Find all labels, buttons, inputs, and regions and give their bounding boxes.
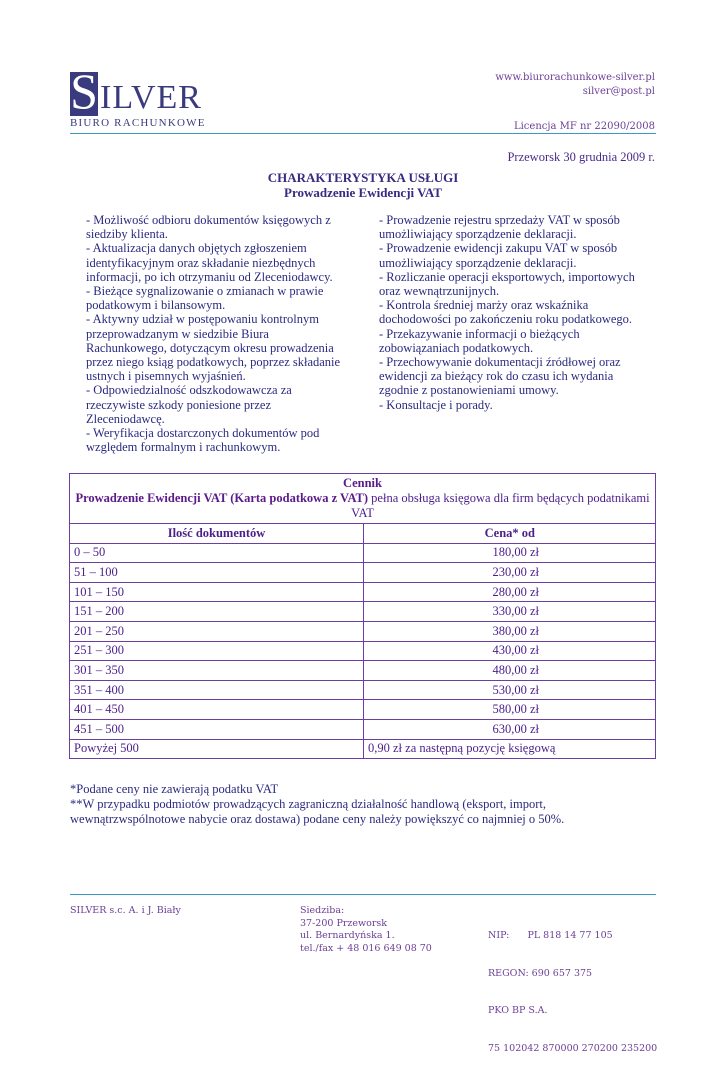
left-line: siedziby klienta. [86, 227, 168, 242]
table-row [70, 641, 656, 661]
footer-divider [70, 894, 656, 895]
price-value: 430,00 zł [364, 641, 656, 661]
document-date: Przeworsk 30 grudnia 2009 r. [507, 150, 655, 164]
left-line: - Aktywny udział w postępowaniu kontrolnym [86, 312, 319, 327]
left-line: rzeczywiste szkody poniesione przez [86, 397, 271, 412]
table-row [70, 739, 656, 759]
pricelist-subtitle-bold: Prowadzenie Ewidencji VAT (Karta podatkowa z VAT) [75, 491, 369, 505]
price-value: 230,00 zł [364, 563, 656, 583]
table-row [70, 602, 656, 622]
pricelist-header-row [70, 524, 656, 544]
document-range: 451 – 500 [70, 719, 364, 739]
table-row [70, 543, 656, 563]
right-line: - Rozliczanie operacji eksportowych, importowych [379, 269, 635, 284]
left-line: - Odpowiedzialność odszkodowawcza za [86, 383, 292, 398]
footer-seat-label: Siedziba: [300, 905, 345, 916]
price-value: 0,90 zł za następną pozycję księgową [364, 739, 656, 759]
right-line: - Prowadzenie ewidencji zakupu VAT w sposób [379, 241, 618, 256]
header-divider [70, 133, 656, 134]
table-row [70, 700, 656, 720]
document-range: 401 – 450 [70, 700, 364, 720]
right-line: oraz wewnątrzunijnych. [379, 284, 500, 299]
price-value: 580,00 zł [364, 700, 656, 720]
footer-company: SILVER s.c. A. i J. Biały [70, 905, 181, 916]
left-line: informacji, po ich otrzymaniu od Zleceniodawcy. [86, 269, 333, 284]
left-line: przez niego ksiąg podatkowych, poprzez składanie [86, 355, 341, 370]
footer-account: 75 102042 870000 270200 235200 [488, 1042, 658, 1054]
logo-wordmark: ILVER [100, 79, 202, 116]
left-line: ustnych i pisemnych wyjaśnień. [86, 369, 246, 384]
right-line: umożliwiający sporządzenie deklaracji. [379, 227, 577, 242]
table-row [70, 621, 656, 641]
document-range: 101 – 150 [70, 582, 364, 602]
document-range: 251 – 300 [70, 641, 364, 661]
footer-street: ul. Bernardyńska 1. [300, 930, 395, 941]
price-value: 630,00 zł [364, 719, 656, 739]
footer-phone: tel./fax + 48 016 649 08 70 [300, 942, 432, 954]
right-column [379, 213, 669, 412]
document-range: 51 – 100 [70, 563, 364, 583]
right-line: zgodnie z postanowieniami umowy. [379, 383, 559, 398]
price-value: 530,00 zł [364, 680, 656, 700]
right-line: dochodowości po zakończeniu roku podatkowego. [379, 312, 633, 327]
footnote-foreign: **W przypadku podmiotów prowadzących zagraniczną działalność handlową (eksport, import, wewnątrzwspólnotowe nabycie oraz dostawa) podane ceny należy powiększyć co najmniej o 50%. [70, 797, 565, 826]
right-line: - Konsultacje i porady. [379, 397, 493, 412]
table-row [70, 719, 656, 739]
price-value: 480,00 zł [364, 661, 656, 681]
footer-bank: PKO BP S.A. [488, 1005, 548, 1016]
table-row [70, 661, 656, 681]
right-line: - Kontrola średniej marży oraz wskaźnika [379, 298, 589, 313]
license-number: Licencja MF nr 22090/2008 [513, 121, 655, 132]
left-line: - Możliwość odbioru dokumentów księgowych z [86, 213, 331, 227]
footer-address [300, 905, 432, 955]
table-row [70, 680, 656, 700]
document-subtitle: Prowadzenie Ewidencji VAT [284, 185, 442, 200]
pricelist-table [69, 473, 656, 759]
right-line: ewidencji za bieżący rok do czasu ich wydania [379, 369, 614, 384]
logo-subtitle: BIURO RACHUNKOWE [70, 117, 206, 129]
pricelist-caption: Cennik [343, 476, 382, 490]
left-line: względem formalnym i rachunkowym. [86, 440, 281, 455]
table-row [70, 563, 656, 583]
left-line: identyfikacyjnym oraz składanie niezbędnych [86, 255, 316, 270]
price-value: 330,00 zł [364, 602, 656, 622]
document-range: 301 – 350 [70, 661, 364, 681]
document-range: 0 – 50 [70, 543, 364, 563]
right-line: zobowiązaniach podatkowych. [379, 340, 534, 355]
logo-initial: S [70, 63, 98, 119]
pricelist-subtitle-rest: pełna obsługa księgowa dla firm będących podatnikami VAT [351, 491, 650, 520]
left-line: Rachunkowego, dotyczącym okresu prowadzenia [86, 340, 334, 355]
left-line: podatkowym i bilansowym. [86, 298, 226, 313]
price-value: 180,00 zł [364, 543, 656, 563]
table-row [70, 582, 656, 602]
footer-company-ids [488, 905, 657, 1068]
left-line: przeprowadzanym w siedzibie Biura [86, 326, 269, 341]
pricelist-subtitle [74, 491, 651, 521]
right-line: - Prowadzenie rejestru sprzedaży VAT w sposób [379, 213, 620, 227]
right-line: - Przekazywanie informacji o bieżących [379, 326, 580, 341]
footer-regon: REGON: 690 657 375 [488, 967, 593, 979]
right-line: umożliwiający sporządzenie deklaracji. [379, 255, 577, 270]
left-line: - Aktualizacja danych objętych zgłoszeniem [86, 241, 307, 256]
footnote-vat: *Podane ceny nie zawierają podatku VAT [70, 782, 279, 796]
footer-nip: NIP: PL 818 14 77 105 [488, 930, 613, 941]
column-header-documents: Ilość dokumentów [70, 524, 364, 544]
right-line: - Przechowywanie dokumentacji źródłowej oraz [379, 355, 621, 370]
left-line: - Weryfikacja dostarczonych dokumentów pod [86, 426, 320, 441]
left-column [86, 213, 366, 454]
website-link[interactable]: www.biurorachunkowe-silver.pl [495, 72, 655, 83]
left-line: Zleceniodawcę. [86, 411, 165, 426]
column-header-price: Cena* od [364, 524, 656, 544]
document-title: CHARAKTERYSTYKA USŁUGI [267, 170, 459, 185]
document-range: Powyżej 500 [70, 739, 364, 759]
pricelist-caption-cell [70, 474, 656, 524]
left-line: - Bieżące sygnalizowanie o zmianach w prawie [86, 284, 324, 299]
footer-city: 37-200 Przeworsk [300, 917, 388, 929]
price-value: 380,00 zł [364, 621, 656, 641]
email-link[interactable]: silver@post.pl [582, 86, 655, 97]
document-range: 151 – 200 [70, 602, 364, 622]
price-value: 280,00 zł [364, 582, 656, 602]
document-range: 351 – 400 [70, 680, 364, 700]
document-range: 201 – 250 [70, 621, 364, 641]
pricelist-caption-row [70, 474, 656, 524]
